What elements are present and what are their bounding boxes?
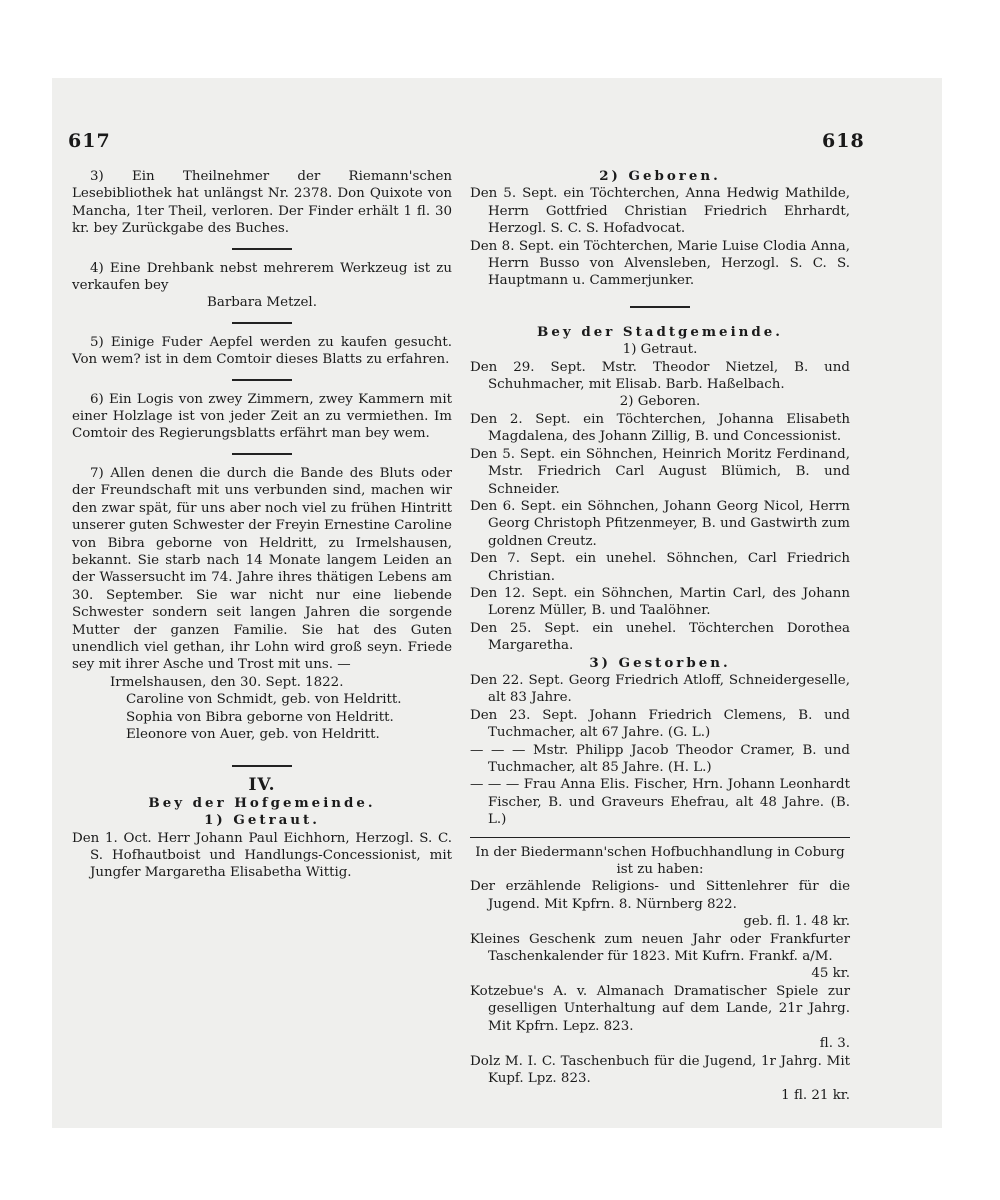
death-entry: — — — Frau Anna Elis. Fischer, Hrn. Johann Leonhardt Fischer, B. und Graveurs Ehefrau, alt 48 Jahre. (B. L.) [470,777,850,828]
notice-3: 3) Ein Theilnehmer der Riemann'schen Lesebibliothek hat unlängst Nr. 2378. Don Quixote von Mancha, 1ter Theil, verloren. Der Finder erhält 1 fl. 30 kr. bey Zurückgabe des Buches. [72,169,452,237]
book-entry: Kleines Geschenk zum neuen Jahr oder Frankfurter Taschenkalender für 1823. Mit Kufrn. Frankf. a/M. [470,931,850,965]
book-price: 1 fl. 21 kr. [781,1088,850,1104]
subsection-born: 2) Geboren. [599,168,721,184]
divider [232,765,292,767]
divider [232,248,292,250]
book-entry: Dolz M. I. C. Taschenbuch für die Jugend, 1r Jahrg. Mit Kupf. Lpz. 823. [470,1053,850,1086]
birth-entry: Den 25. Sept. ein unehel. Töchterchen Dorothea Margaretha. [470,620,850,654]
stadt-section-title: Bey der Stadtgemeinde. [537,323,783,340]
book-list [470,878,850,1104]
section-title: Bey der Hofgemeinde. [148,794,376,811]
book-entry: Der erzählende Religions- und Sittenlehrer für die Jugend. Mit Kpfrn. 8. Nürnberg 822. [470,879,850,912]
birth-entry: Den 8. Sept. ein Töchterchen, Marie Luise Clodia Anna, Herrn Busso von Alvensleben, Herzogl. S. C. S. Hauptmann u. Cammerjunker. [470,238,850,289]
right-column [470,168,850,1105]
signature: Caroline von Schmidt, geb. von Heldritt. [126,692,402,708]
death-entry: Den 23. Sept. Johann Friedrich Clemens, B. und Tuchmacher, alt 67 Jahre. (G. L.) [470,707,850,741]
stadt-born-title: 2) Geboren. [619,394,701,410]
page-number-right: 618 [822,130,865,152]
notice-4: 4) Eine Drehbank nebst mehrerem Werkzeug ist zu verkaufen bey [72,260,452,294]
notice-5: 5) Einige Fuder Aepfel werden zu kaufen gesucht. Von wem? ist in dem Comtoir dieses Blatts zu erfahren. [72,334,452,368]
page-number-left: 617 [68,130,111,152]
divider [232,453,292,455]
notice-4-name: Barbara Metzel. [207,295,317,311]
book-price: geb. fl. 1. 48 kr. [743,914,850,930]
subsection-married: 1) Getraut. [204,812,320,829]
place-date: Irmelshausen, den 30. Sept. 1822. [110,674,344,690]
notice-6: 6) Ein Logis von zwey Zimmern, zwey Kammern mit einer Holzlage ist von jeder Zeit an zu vermiethen. Im Comtoir des Regierungsblatts erfährt man bey wem. [72,391,452,442]
bookshop-heading: In der Biedermann'schen Hofbuchhandlung in Coburg ist zu haben: [475,844,845,878]
birth-entry: Den 7. Sept. ein unehel. Söhnchen, Carl Friedrich Christian. [470,551,850,584]
divider [630,306,690,308]
signature: Eleonore von Auer, geb. von Heldritt. [126,726,380,742]
stadt-died-title: 3) Gestorben. [589,654,731,671]
marriage-entry: Den 29. Sept. Mstr. Theodor Nietzel, B. und Schuhmacher, mit Elisab. Barb. Haßelbach. [470,359,850,393]
birth-entry: Den 5. Sept. ein Söhnchen, Heinrich Moritz Ferdinand, Mstr. Friedrich Carl August Blümich, B. und Schneider. [470,446,850,497]
book-price: 45 kr. [811,966,850,982]
section-numeral: IV. [248,775,276,796]
birth-entry: Den 2. Sept. ein Töchterchen, Johanna Elisabeth Magdalena, des Johann Zillig, B. und Concessionist. [470,411,850,445]
birth-entry: Den 5. Sept. ein Töchterchen, Anna Hedwig Mathilde, Herrn Gottfried Christian Friedrich Ehrhardt, Herzogl. S. C. S. Hofadvocat. [470,186,850,237]
notice-7-obituary: 7) Allen denen die durch die Bande des Bluts oder der Freundschaft mit uns verbunden sind, machen wir den zwar spät, für uns aber noch viel zu frühen Hintritt unserer guten Schwester der Freyin Ernestine Caroline von Bibra geborne von Heldritt, zu Irmelshausen, bekannt. Sie starb nach 14 Monate langem Leiden an der Wassersucht im 74. Jahre ihres thätigen Lebens am 30. September. Sie war nicht nur eine liebende Schwester sondern seit langen Jahren die sorgende Mutter der ganzen Familie. Sie hat des Guten unendlich viel gethan, ihr Lohn wird groß seyn. Friede sey mit ihrer Asche und Trost mit uns. — [72,465,452,673]
left-column [72,168,452,882]
stadt-married-title: 1) Getraut. [622,342,698,358]
birth-entry: Den 12. Sept. ein Söhnchen, Martin Carl, des Johann Lorenz Müller, B. und Taalöhner. [470,585,850,619]
signature: Sophia von Bibra geborne von Heldritt. [126,709,394,725]
book-entry: Kotzebue's A. v. Almanach Dramatischer Spiele zur geselligen Unterhaltung auf dem Lande, 21r Jahrg. Mit Kpfrn. Lepz. 823. [470,983,850,1034]
divider-long [470,837,850,838]
birth-entry: Den 6. Sept. ein Söhnchen, Johann Georg Nicol, Herrn Georg Christoph Pfitzenmeyer, B. und Gastwirth zum goldnen Creutz. [470,498,850,549]
divider [232,322,292,324]
divider [232,379,292,381]
death-entry: Den 22. Sept. Georg Friedrich Atloff, Schneidergeselle, alt 83 Jahre. [470,672,850,706]
book-price: fl. 3. [819,1036,850,1052]
death-entry: — — — Mstr. Philipp Jacob Theodor Cramer, B. und Tuchmacher, alt 85 Jahre. (H. L.) [470,742,850,775]
marriage-entry: Den 1. Oct. Herr Johann Paul Eichhorn, Herzogl. S. C. S. Hofhautboist und Handlungs-Concessionist, mit Jungfer Margaretha Elisabetha Wittig. [72,830,452,881]
